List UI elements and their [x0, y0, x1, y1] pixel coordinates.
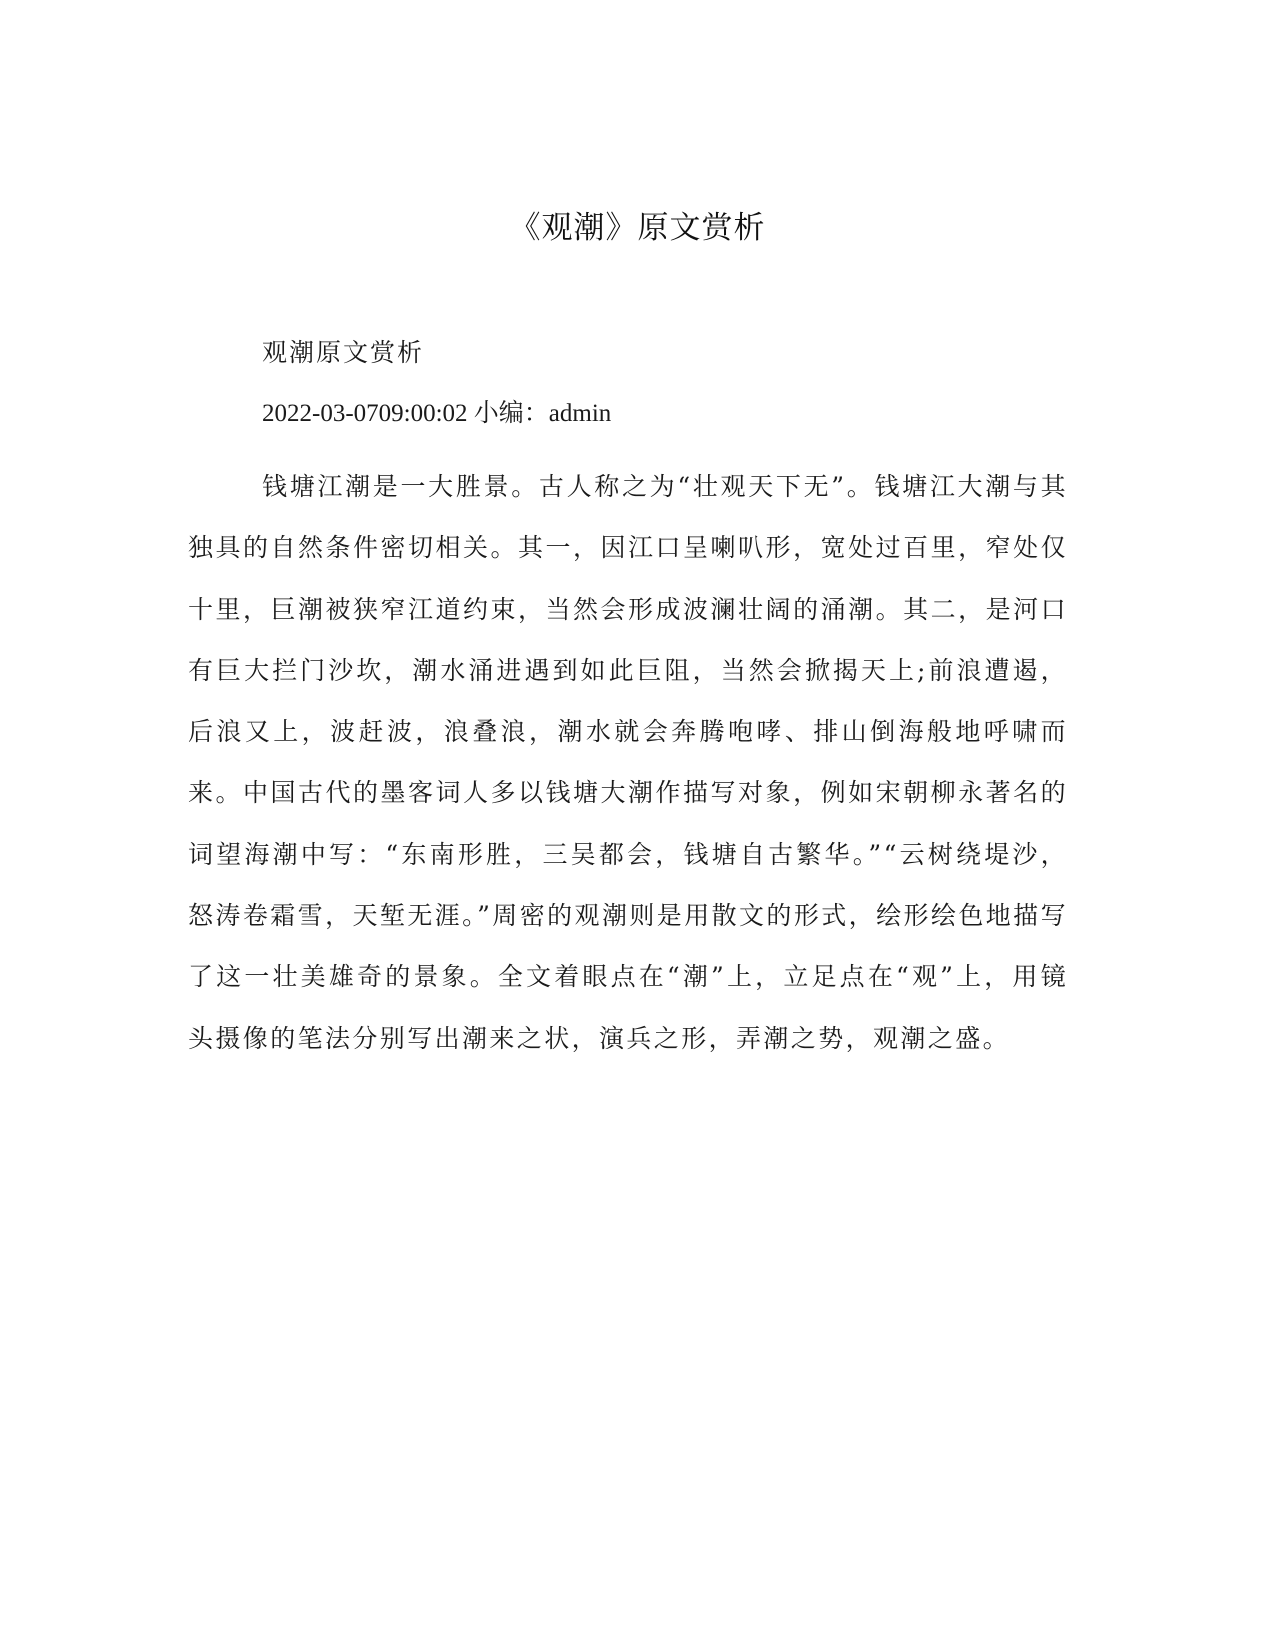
- article-meta: 2022-03-0709:00:02 小编：admin: [262, 400, 612, 427]
- page-title: 《观潮》原文赏析: [509, 210, 766, 246]
- article-body: 钱塘江潮是一大胜景。古人称之为“壮观天下无”。钱塘江大潮与其独具的自然条件密切相关。其一，因江口呈喇叭形，宽处过百里，窄处仅十里，巨潮被狭窄江道约束，当然会形成波澜壮阔的涌潮。其二，是河口有巨大拦门沙坎，潮水涌进遇到如此巨阻，当然会掀揭天上;前浪遭遏，后浪又上，波赶波，浪叠浪，潮水就会奔腾咆哮、排山倒海般地呼啸而来。中国古代的墨客词人多以钱塘大潮作描写对象，例如宋朝柳永著名的词望海潮中写：“东南形胜，三吴都会，钱塘自古繁华。”“云树绕堤沙，怒涛卷霜雪，天堑无涯。”周密的观潮则是用散文的形式，绘形绘色地描写了这一壮美雄奇的景象。全文着眼点在“潮”上，立足点在“观”上，用镜头摄像的笔法分别写出潮来之状，演兵之形，弄潮之势，观潮之盛。: [188, 472, 1068, 1053]
- article-subtitle: 观潮原文赏析: [262, 338, 425, 367]
